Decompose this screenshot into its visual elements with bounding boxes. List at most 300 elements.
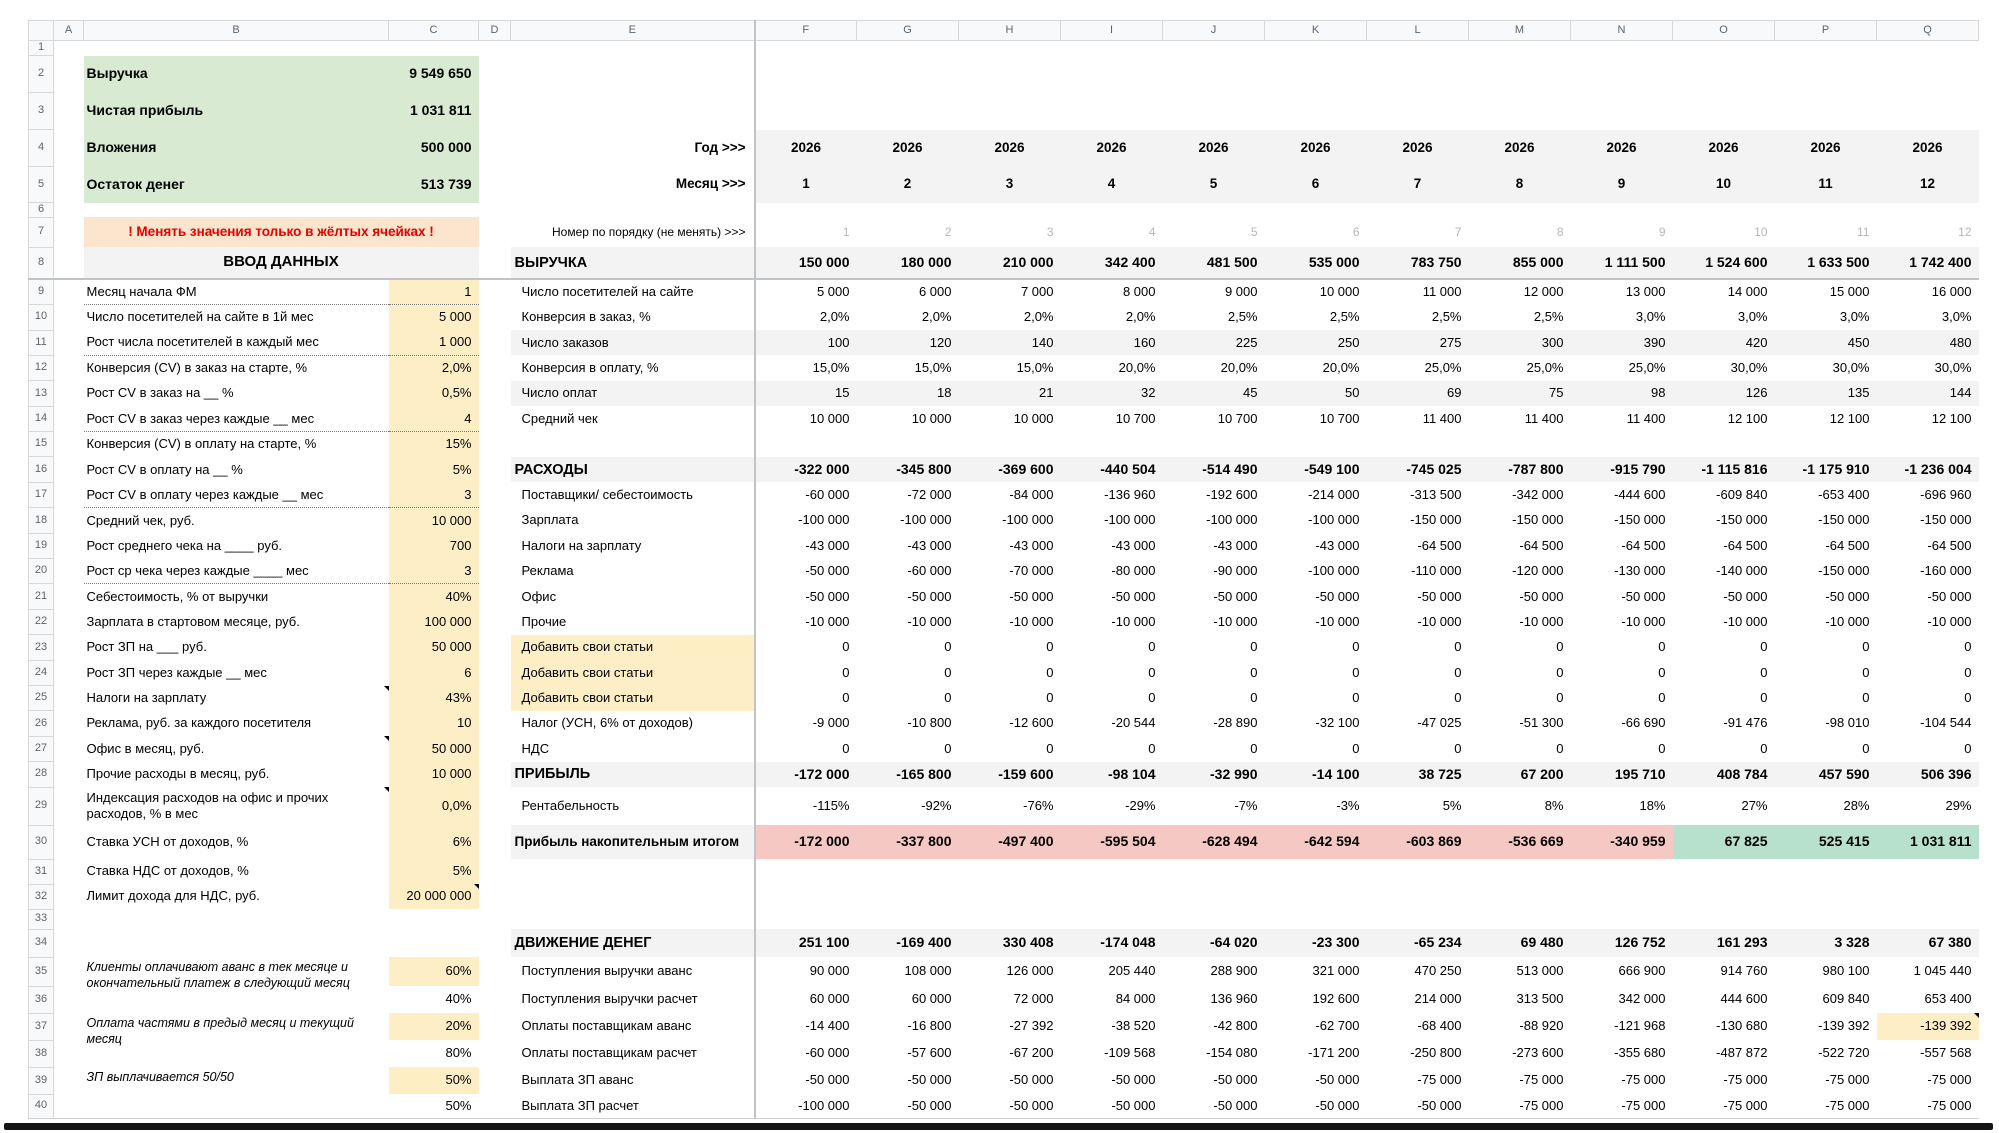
expenses-r7-m2[interactable]: 0 — [944, 639, 952, 655]
cell-B1[interactable] — [84, 41, 389, 56]
year-m3[interactable]: 2026 — [959, 130, 1061, 167]
cell-D32[interactable] — [479, 884, 511, 909]
cashflow-total-m6[interactable]: -23 300 — [1265, 929, 1367, 957]
cell-E1[interactable] — [511, 41, 755, 56]
profit-m8[interactable]: 67 200 — [1469, 762, 1571, 787]
cell-D37[interactable] — [479, 1013, 511, 1040]
revenue-r4-m8[interactable]: 25,0% — [1526, 359, 1564, 375]
cashflow-r4-m1[interactable]: -60 000 — [805, 1045, 850, 1061]
row-header-1[interactable]: 1 — [29, 41, 54, 56]
cell-K32[interactable] — [1265, 884, 1367, 909]
expenses-r3-m6[interactable]: -43 000 — [1315, 537, 1360, 553]
profit-m4[interactable]: -98 104 — [1061, 762, 1163, 787]
note-label-37[interactable]: Оплата частями в предыд месяц и текущий месяц — [86, 1016, 354, 1046]
year-m10[interactable]: 2026 — [1673, 130, 1775, 167]
summary-value-3[interactable]: 500 000 — [389, 130, 479, 167]
cell-N3[interactable] — [1571, 93, 1673, 130]
cumulative-m5[interactable]: -628 494 — [1163, 825, 1265, 859]
cell-G33[interactable] — [857, 909, 959, 929]
cell-A15[interactable] — [54, 432, 84, 457]
input-value-23[interactable]: 50 000 — [389, 635, 479, 660]
cell-D27[interactable] — [479, 736, 511, 761]
expenses-r11-m9[interactable]: 0 — [1658, 740, 1666, 756]
expenses-row-label-5[interactable]: Офис — [511, 584, 755, 609]
cumulative-m8[interactable]: -536 669 — [1469, 825, 1571, 859]
cell-A22[interactable] — [54, 609, 84, 634]
cashflow-r3-m9[interactable]: -121 968 — [1614, 1018, 1666, 1034]
cell-H33[interactable] — [959, 909, 1061, 929]
cashflow-total-m12[interactable]: 67 380 — [1877, 929, 1979, 957]
cell-D23[interactable] — [479, 635, 511, 660]
column-header-O[interactable]: O — [1673, 21, 1775, 41]
cell-L32[interactable] — [1367, 884, 1469, 909]
revenue-row-label-3[interactable]: Число заказов — [511, 330, 755, 355]
expenses-r7-m1[interactable]: 0 — [842, 639, 850, 655]
cashflow-r5-m1[interactable]: -50 000 — [805, 1072, 850, 1088]
cell-L2[interactable] — [1367, 56, 1469, 93]
cell-F6[interactable] — [755, 203, 857, 218]
expenses-r8-m9[interactable]: 0 — [1658, 664, 1666, 680]
cell-O6[interactable] — [1673, 203, 1775, 218]
expenses-r11-m4[interactable]: 0 — [1148, 740, 1156, 756]
expenses-r4-m11[interactable]: -150 000 — [1818, 563, 1870, 579]
input-value-28[interactable]: 10 000 — [389, 762, 479, 787]
revenue-r5-m9[interactable]: 98 — [1571, 381, 1673, 406]
cell-L6[interactable] — [1367, 203, 1469, 218]
year-m11[interactable]: 2026 — [1775, 130, 1877, 167]
expenses-r8-m8[interactable]: 0 — [1556, 664, 1564, 680]
cell-D13[interactable] — [479, 381, 511, 406]
expenses-r3-m1[interactable]: -43 000 — [805, 537, 850, 553]
cell-D19[interactable] — [479, 533, 511, 558]
cell-A27[interactable] — [54, 736, 84, 761]
cell-K3[interactable] — [1265, 93, 1367, 130]
expenses-r11-m1[interactable]: 0 — [842, 740, 850, 756]
revenue-total-m5[interactable]: 481 500 — [1163, 247, 1265, 279]
profit-m3[interactable]: -159 600 — [959, 762, 1061, 787]
cashflow-r5-m8[interactable]: -75 000 — [1519, 1072, 1564, 1088]
cashflow-r6-m7[interactable]: -50 000 — [1367, 1094, 1469, 1118]
revenue-r2-m10[interactable]: 3,0% — [1737, 309, 1768, 325]
cashflow-r4-m9[interactable]: -355 680 — [1614, 1045, 1666, 1061]
month-m10[interactable]: 10 — [1673, 167, 1775, 203]
profit-m5[interactable]: -32 990 — [1163, 762, 1265, 787]
cashflow-total-m10[interactable]: 161 293 — [1673, 929, 1775, 957]
revenue-r6-m1[interactable]: 10 000 — [809, 410, 850, 426]
revenue-r4-m5[interactable]: 20,0% — [1220, 359, 1258, 375]
revenue-r5-m1[interactable]: 15 — [755, 381, 857, 406]
expenses-r2-m7[interactable]: -150 000 — [1410, 512, 1462, 528]
expenses-total-m9[interactable]: -915 790 — [1571, 457, 1673, 482]
input-data-header[interactable]: ВВОД ДАННЫХ — [84, 247, 479, 279]
expenses-r5-m9[interactable]: -50 000 — [1621, 588, 1666, 604]
cell-A31[interactable] — [54, 859, 84, 884]
cell-L15[interactable] — [1367, 432, 1469, 457]
profit-m12[interactable]: 506 396 — [1877, 762, 1979, 787]
cashflow-r4-m3[interactable]: -67 200 — [1009, 1045, 1054, 1061]
expenses-r8-m10[interactable]: 0 — [1760, 664, 1768, 680]
row-header-39[interactable]: 39 — [29, 1067, 54, 1094]
cashflow-r1-m6[interactable]: 321 000 — [1312, 963, 1360, 979]
cell-A39[interactable] — [54, 1067, 84, 1094]
revenue-r2-m8[interactable]: 2,5% — [1533, 309, 1564, 325]
expenses-r8-m12[interactable]: 0 — [1964, 664, 1972, 680]
cell-A40[interactable] — [54, 1094, 84, 1118]
expenses-r8-m5[interactable]: 0 — [1250, 664, 1258, 680]
cashflow-r4-m5[interactable]: -154 080 — [1206, 1045, 1258, 1061]
expenses-r4-m1[interactable]: -50 000 — [805, 563, 850, 579]
expenses-r5-m2[interactable]: -50 000 — [907, 588, 952, 604]
row-header-22[interactable]: 22 — [29, 609, 54, 634]
cashflow-row-label-6[interactable]: Выплата ЗП расчет — [511, 1094, 755, 1118]
cashflow-r1-m9[interactable]: 666 900 — [1618, 963, 1666, 979]
expenses-r3-m10[interactable]: -64 500 — [1723, 537, 1768, 553]
cell-K31[interactable] — [1265, 859, 1367, 884]
input-label-10[interactable]: Число посетителей на сайте в 1й мес — [86, 309, 314, 325]
expenses-r1-m7[interactable]: -313 500 — [1410, 486, 1462, 502]
order-m7[interactable]: 7 — [1454, 224, 1462, 239]
revenue-r3-m5[interactable]: 225 — [1163, 330, 1265, 355]
revenue-r5-m5[interactable]: 45 — [1163, 381, 1265, 406]
margin-m8[interactable]: 8% — [1544, 797, 1564, 813]
cell-D7[interactable] — [479, 217, 511, 247]
row-header-30[interactable]: 30 — [29, 825, 54, 859]
revenue-r1-m10[interactable]: 14 000 — [1727, 284, 1768, 300]
cashflow-row-label-3[interactable]: Оплаты поставщикам аванс — [511, 1013, 755, 1040]
input-value-17[interactable]: 3 — [389, 482, 479, 507]
cell-B33[interactable] — [84, 909, 389, 929]
cumulative-m10[interactable]: 67 825 — [1673, 825, 1775, 859]
row-header-15[interactable]: 15 — [29, 432, 54, 457]
expenses-r1-m11[interactable]: -653 400 — [1818, 486, 1870, 502]
order-label[interactable]: Номер по порядку (не менять) >>> — [511, 217, 755, 247]
cell-D16[interactable] — [479, 457, 511, 482]
revenue-total-m10[interactable]: 1 524 600 — [1673, 247, 1775, 279]
expenses-total-m7[interactable]: -745 025 — [1367, 457, 1469, 482]
cashflow-r2-m2[interactable]: 60 000 — [911, 991, 952, 1007]
expenses-r9-m12[interactable]: 0 — [1964, 690, 1972, 706]
expenses-r1-m8[interactable]: -342 000 — [1512, 486, 1564, 502]
select-all-corner[interactable] — [29, 21, 54, 41]
cell-A5[interactable] — [54, 167, 84, 203]
expenses-total-m8[interactable]: -787 800 — [1469, 457, 1571, 482]
cell-N33[interactable] — [1571, 909, 1673, 929]
cashflow-r6-m5[interactable]: -50 000 — [1163, 1094, 1265, 1118]
input-value-25[interactable]: 43% — [389, 686, 479, 711]
input-label-16[interactable]: Рост CV в оплату на __ % — [86, 461, 243, 477]
cell-D9[interactable] — [479, 279, 511, 304]
cell-G2[interactable] — [857, 56, 959, 93]
column-header-A[interactable]: A — [54, 21, 84, 41]
cell-Q2[interactable] — [1877, 56, 1979, 93]
cashflow-r4-m6[interactable]: -171 200 — [1308, 1045, 1360, 1061]
expenses-r3-m2[interactable]: -43 000 — [907, 537, 952, 553]
expenses-r2-m4[interactable]: -100 000 — [1104, 512, 1156, 528]
input-label-21[interactable]: Себестоимость, % от выручки — [86, 588, 269, 604]
cell-K2[interactable] — [1265, 56, 1367, 93]
cashflow-section-title[interactable]: ДВИЖЕНИЕ ДЕНЕГ — [511, 929, 755, 957]
year-m12[interactable]: 2026 — [1877, 130, 1979, 167]
cell-G3[interactable] — [857, 93, 959, 130]
cell-D33[interactable] — [479, 909, 511, 929]
margin-m4[interactable]: -29% — [1125, 797, 1156, 813]
cashflow-r3-m6[interactable]: -62 700 — [1315, 1018, 1360, 1034]
cell-O3[interactable] — [1673, 93, 1775, 130]
cell-H15[interactable] — [959, 432, 1061, 457]
revenue-r2-m2[interactable]: 2,0% — [921, 309, 952, 325]
expenses-r4-m12[interactable]: -160 000 — [1920, 563, 1972, 579]
input-label-26[interactable]: Реклама, руб. за каждого посетителя — [86, 715, 312, 731]
cumulative-m2[interactable]: -337 800 — [857, 825, 959, 859]
cell-A9[interactable] — [54, 279, 84, 304]
cell-D5[interactable] — [479, 167, 511, 203]
revenue-r4-m1[interactable]: 15,0% — [812, 359, 850, 375]
input-value-24[interactable]: 6 — [389, 660, 479, 685]
expenses-r2-m3[interactable]: -100 000 — [1002, 512, 1054, 528]
expenses-section-title[interactable]: РАСХОДЫ — [511, 457, 755, 482]
expenses-r9-m3[interactable]: 0 — [1046, 690, 1054, 706]
cell-L3[interactable] — [1367, 93, 1469, 130]
cell-D15[interactable] — [479, 432, 511, 457]
sheet-grid[interactable] — [28, 20, 1979, 1119]
revenue-r6-m8[interactable]: 11 400 — [1524, 410, 1564, 426]
cell-N31[interactable] — [1571, 859, 1673, 884]
revenue-row-label-4[interactable]: Конверсия в оплату, % — [511, 355, 755, 380]
cell-A16[interactable] — [54, 457, 84, 482]
cell-Q3[interactable] — [1877, 93, 1979, 130]
expenses-r6-m10[interactable]: -10 000 — [1723, 613, 1768, 629]
cashflow-r6-m6[interactable]: -50 000 — [1265, 1094, 1367, 1118]
cell-M1[interactable] — [1469, 41, 1571, 56]
row-header-8[interactable]: 8 — [29, 247, 54, 279]
expenses-r2-m11[interactable]: -150 000 — [1818, 512, 1870, 528]
cell-A19[interactable] — [54, 533, 84, 558]
cell-D4[interactable] — [479, 130, 511, 167]
row-header-7[interactable]: 7 — [29, 217, 54, 247]
input-label-24[interactable]: Рост ЗП через каждые __ мес — [86, 664, 267, 680]
year-m4[interactable]: 2026 — [1061, 130, 1163, 167]
expenses-r11-m10[interactable]: 0 — [1760, 740, 1768, 756]
cell-D18[interactable] — [479, 508, 511, 533]
cell-N6[interactable] — [1571, 203, 1673, 218]
row-header-13[interactable]: 13 — [29, 381, 54, 406]
expenses-total-m2[interactable]: -345 800 — [857, 457, 959, 482]
cell-Q33[interactable] — [1877, 909, 1979, 929]
cell-K33[interactable] — [1265, 909, 1367, 929]
cell-D8[interactable] — [479, 247, 511, 279]
cashflow-r5-m3[interactable]: -50 000 — [1009, 1072, 1054, 1088]
column-header-N[interactable]: N — [1571, 21, 1673, 41]
margin-m11[interactable]: 28% — [1843, 797, 1870, 813]
cell-O32[interactable] — [1673, 884, 1775, 909]
row-header-21[interactable]: 21 — [29, 584, 54, 609]
cashflow-r3-m5[interactable]: -42 800 — [1213, 1018, 1258, 1034]
cashflow-row-label-2[interactable]: Поступления выручки расчет — [511, 986, 755, 1013]
year-label[interactable]: Год >>> — [511, 130, 755, 167]
revenue-section-title[interactable]: ВЫРУЧКА — [511, 247, 755, 279]
revenue-r6-m4[interactable]: 10 700 — [1115, 410, 1156, 426]
cumulative-m3[interactable]: -497 400 — [959, 825, 1061, 859]
column-header-I[interactable]: I — [1061, 21, 1163, 41]
revenue-total-m7[interactable]: 783 750 — [1367, 247, 1469, 279]
revenue-r3-m2[interactable]: 120 — [857, 330, 959, 355]
expenses-r9-m10[interactable]: 0 — [1760, 690, 1768, 706]
expenses-r1-m5[interactable]: -192 600 — [1206, 486, 1258, 502]
revenue-r2-m12[interactable]: 3,0% — [1941, 309, 1972, 325]
expenses-r7-m7[interactable]: 0 — [1454, 639, 1462, 655]
revenue-r4-m6[interactable]: 20,0% — [1322, 359, 1360, 375]
input-value-30[interactable]: 6% — [389, 825, 479, 859]
cell-A26[interactable] — [54, 711, 84, 736]
cashflow-r4-m8[interactable]: -273 600 — [1512, 1045, 1564, 1061]
row-header-36[interactable]: 36 — [29, 986, 54, 1013]
expenses-r10-m4[interactable]: -20 544 — [1111, 715, 1156, 731]
row-header-37[interactable]: 37 — [29, 1013, 54, 1040]
row-header-31[interactable]: 31 — [29, 859, 54, 884]
cashflow-r4-m12[interactable]: -557 568 — [1920, 1045, 1972, 1061]
row-header-29[interactable]: 29 — [29, 787, 54, 825]
cashflow-r2-m4[interactable]: 84 000 — [1115, 991, 1156, 1007]
row-header-25[interactable]: 25 — [29, 686, 54, 711]
expenses-row-label-10[interactable]: Налог (УСН, 6% от доходов) — [511, 711, 755, 736]
revenue-r3-m8[interactable]: 300 — [1469, 330, 1571, 355]
revenue-r5-m6[interactable]: 50 — [1265, 381, 1367, 406]
cell-A38[interactable] — [54, 1040, 84, 1067]
input-label-13[interactable]: Рост CV в заказ на __ % — [86, 385, 234, 401]
cell-D21[interactable] — [479, 584, 511, 609]
cell-E6[interactable] — [511, 203, 755, 218]
expenses-r3-m4[interactable]: -43 000 — [1111, 537, 1156, 553]
input-value-22[interactable]: 100 000 — [389, 609, 479, 634]
revenue-r3-m11[interactable]: 450 — [1775, 330, 1877, 355]
cumulative-m6[interactable]: -642 594 — [1265, 825, 1367, 859]
revenue-r5-m2[interactable]: 18 — [857, 381, 959, 406]
column-header-E[interactable]: E — [511, 21, 755, 41]
expenses-r8-m6[interactable]: 0 — [1352, 664, 1360, 680]
cashflow-r4-m10[interactable]: -487 872 — [1716, 1045, 1768, 1061]
cell-A28[interactable] — [54, 762, 84, 787]
expenses-r9-m7[interactable]: 0 — [1454, 690, 1462, 706]
expenses-r11-m6[interactable]: 0 — [1352, 740, 1360, 756]
cell-A20[interactable] — [54, 559, 84, 584]
cell-Q32[interactable] — [1877, 884, 1979, 909]
revenue-r6-m3[interactable]: 10 000 — [1013, 410, 1054, 426]
cell-J32[interactable] — [1163, 884, 1265, 909]
cell-I31[interactable] — [1061, 859, 1163, 884]
input-value-15[interactable]: 15% — [389, 432, 479, 457]
cashflow-total-m1[interactable]: 251 100 — [755, 929, 857, 957]
cell-A24[interactable] — [54, 660, 84, 685]
row-header-9[interactable]: 9 — [29, 279, 54, 304]
input-label-9[interactable]: Месяц начала ФМ — [84, 279, 389, 304]
expenses-r7-m6[interactable]: 0 — [1352, 639, 1360, 655]
cashflow-r5-m2[interactable]: -50 000 — [907, 1072, 952, 1088]
input-value-20[interactable]: 3 — [389, 559, 479, 584]
note-label-39[interactable]: ЗП выплачивается 50/50 — [86, 1070, 234, 1085]
expenses-r10-m7[interactable]: -47 025 — [1417, 715, 1462, 731]
expenses-total-m1[interactable]: -322 000 — [755, 457, 857, 482]
cashflow-r1-m4[interactable]: 205 440 — [1108, 963, 1156, 979]
month-m5[interactable]: 5 — [1163, 167, 1265, 203]
revenue-r1-m4[interactable]: 8 000 — [1122, 284, 1156, 300]
input-label-29[interactable]: Индексация расходов на офис и прочих расходов, % в мес — [84, 787, 389, 825]
expenses-r10-m1[interactable]: -9 000 — [812, 715, 850, 731]
expenses-r11-m8[interactable]: 0 — [1556, 740, 1564, 756]
cashflow-r2-m1[interactable]: 60 000 — [809, 991, 850, 1007]
cell-A36[interactable] — [54, 986, 84, 1013]
cumulative-m11[interactable]: 525 415 — [1775, 825, 1877, 859]
revenue-r6-m12[interactable]: 12 100 — [1931, 410, 1972, 426]
cashflow-r5-m10[interactable]: -75 000 — [1723, 1072, 1768, 1088]
cell-P31[interactable] — [1775, 859, 1877, 884]
cell-I6[interactable] — [1061, 203, 1163, 218]
cell-L33[interactable] — [1367, 909, 1469, 929]
revenue-r1-m7[interactable]: 11 000 — [1422, 284, 1462, 300]
revenue-r5-m12[interactable]: 144 — [1877, 381, 1979, 406]
row-header-24[interactable]: 24 — [29, 660, 54, 685]
expenses-r4-m8[interactable]: -120 000 — [1512, 563, 1564, 579]
cell-J15[interactable] — [1163, 432, 1265, 457]
cell-F33[interactable] — [755, 909, 857, 929]
expenses-r8-m7[interactable]: 0 — [1454, 664, 1462, 680]
row-header-3[interactable]: 3 — [29, 93, 54, 130]
expenses-r7-m5[interactable]: 0 — [1250, 639, 1258, 655]
revenue-r4-m10[interactable]: 30,0% — [1730, 359, 1768, 375]
expenses-r7-m3[interactable]: 0 — [1046, 639, 1054, 655]
expenses-r9-m2[interactable]: 0 — [944, 690, 952, 706]
revenue-r6-m11[interactable]: 12 100 — [1829, 410, 1870, 426]
input-label-11[interactable]: Рост числа посетителей в каждый мес — [84, 330, 389, 355]
cashflow-r6-m10[interactable]: -75 000 — [1673, 1094, 1775, 1118]
note-value-36[interactable]: 40% — [445, 991, 472, 1007]
cashflow-r3-m12[interactable]: -139 392 — [1877, 1013, 1979, 1040]
cell-D10[interactable] — [479, 305, 511, 330]
revenue-r3-m12[interactable]: 480 — [1877, 330, 1979, 355]
cell-D31[interactable] — [479, 859, 511, 884]
expenses-r6-m1[interactable]: -10 000 — [805, 613, 850, 629]
expenses-r4-m9[interactable]: -130 000 — [1614, 563, 1666, 579]
revenue-r2-m7[interactable]: 2,5% — [1431, 309, 1462, 325]
cashflow-r2-m12[interactable]: 653 400 — [1924, 991, 1972, 1007]
revenue-r1-m9[interactable]: 13 000 — [1625, 284, 1666, 300]
revenue-r4-m7[interactable]: 25,0% — [1424, 359, 1462, 375]
cell-O1[interactable] — [1673, 41, 1775, 56]
input-value-11[interactable]: 1 000 — [389, 330, 479, 355]
expenses-r6-m3[interactable]: -10 000 — [1009, 613, 1054, 629]
cell-C6[interactable] — [389, 203, 479, 218]
summary-label-3[interactable]: Вложения — [84, 130, 389, 167]
revenue-r4-m11[interactable]: 30,0% — [1832, 359, 1870, 375]
expenses-r8-m1[interactable]: 0 — [842, 664, 850, 680]
cell-P6[interactable] — [1775, 203, 1877, 218]
expenses-r9-m1[interactable]: 0 — [842, 690, 850, 706]
expenses-r4-m10[interactable]: -140 000 — [1716, 563, 1768, 579]
month-m3[interactable]: 3 — [959, 167, 1061, 203]
summary-value-2[interactable]: 1 031 811 — [389, 93, 479, 130]
cell-H2[interactable] — [959, 56, 1061, 93]
cell-M3[interactable] — [1469, 93, 1571, 130]
expenses-r5-m4[interactable]: -50 000 — [1111, 588, 1156, 604]
expenses-r5-m12[interactable]: -50 000 — [1927, 588, 1972, 604]
month-m6[interactable]: 6 — [1265, 167, 1367, 203]
revenue-r5-m4[interactable]: 32 — [1061, 381, 1163, 406]
cell-L31[interactable] — [1367, 859, 1469, 884]
note-value-37[interactable]: 20% — [389, 1013, 479, 1040]
cell-M33[interactable] — [1469, 909, 1571, 929]
cashflow-r2-m3[interactable]: 72 000 — [1013, 991, 1054, 1007]
expenses-r1-m6[interactable]: -214 000 — [1308, 486, 1360, 502]
cell-I33[interactable] — [1061, 909, 1163, 929]
